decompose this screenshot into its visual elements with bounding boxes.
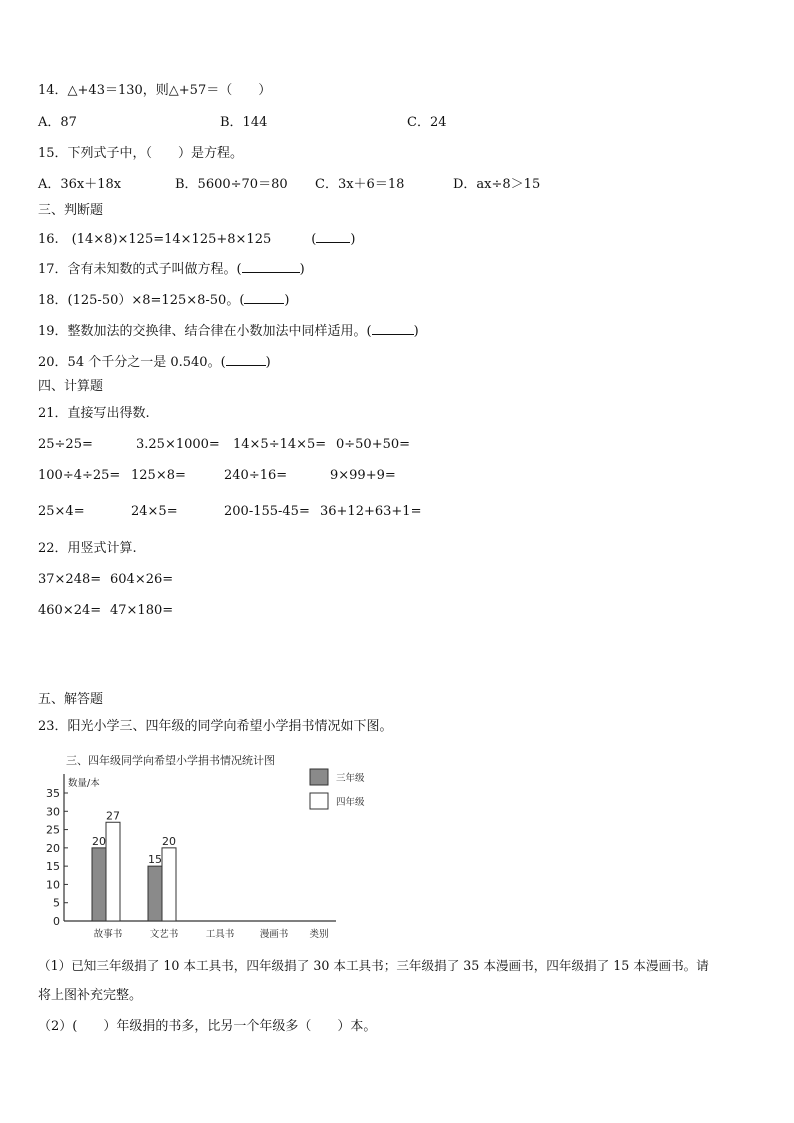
q21-item: 200-155-45= — [224, 504, 310, 519]
x-tick-label: 漫画书 — [259, 929, 289, 940]
y-tick-label: 15 — [46, 860, 60, 874]
q19-paren-right: ) — [413, 324, 419, 339]
y-tick-label: 20 — [46, 841, 60, 855]
y-tick-label: 5 — [53, 896, 60, 910]
bar-grade3 — [92, 848, 106, 921]
legend-swatch-grade3 — [310, 769, 328, 785]
q21-item: 25×4= — [38, 504, 85, 519]
x-tick-label: 文艺书 — [149, 929, 179, 940]
legend-swatch-grade4 — [310, 793, 328, 809]
q17-paren-right: ) — [299, 262, 305, 277]
y-tick-label: 35 — [46, 787, 60, 800]
q16-text: 16. (14×8)×125=14×125+8×125 — [38, 232, 272, 247]
q21-item: 25÷25= — [38, 437, 93, 452]
q22-stem: 22．用竖式计算. — [38, 541, 137, 556]
q18 — [38, 291, 289, 309]
section-5-heading: 五、解答题 — [38, 692, 104, 707]
q16-paren-left: ( — [311, 232, 317, 247]
q20-answer-blank[interactable] — [226, 353, 266, 366]
q15-option-a: A．36x＋18x — [38, 177, 122, 192]
legend-label: 四年级 — [336, 797, 365, 808]
q17-text: 17．含有未知数的式子叫做方程。( — [38, 262, 242, 277]
q16-answer-blank[interactable] — [316, 230, 350, 243]
q19-text: 19．整数加法的交换律、结合律在小数加法中同样适用。( — [38, 324, 372, 339]
q23-part1-line2: 将上图补充完整。 — [38, 988, 143, 1003]
q18-answer-blank[interactable] — [244, 291, 284, 304]
q20-paren-right: ) — [265, 355, 271, 370]
bar-value-label: 27 — [106, 809, 120, 823]
q21-item: 0÷50+50= — [336, 437, 411, 452]
q15-stem: 15．下列式子中，（ ）是方程。 — [38, 146, 244, 161]
q21-item: 36+12+63+1= — [320, 504, 422, 519]
q19-answer-blank[interactable] — [372, 322, 414, 335]
q23-stem: 23．阳光小学三、四年级的同学向希望小学捐书情况如下图。 — [38, 719, 393, 734]
q14-stem: 14．△+43＝130，则△+57＝（ ） — [38, 83, 272, 98]
bar-value-label: 20 — [92, 834, 106, 848]
q21-item: 9×99+9= — [330, 468, 396, 483]
y-axis-label: 数量/本 — [68, 778, 100, 789]
q21-item: 24×5= — [131, 504, 178, 519]
x-tick-label: 工具书 — [205, 929, 235, 940]
q15-option-d: D．ax÷8＞15 — [453, 177, 541, 192]
q17-answer-blank[interactable] — [242, 260, 300, 273]
q23-part2: （2）( ）年级捐的书多，比另一个年级多（ ）本。 — [38, 1019, 377, 1034]
q16 — [38, 230, 355, 248]
q20 — [38, 353, 271, 371]
legend-label: 三年级 — [336, 773, 365, 784]
q21-item: 14×5÷14×5= — [233, 437, 327, 452]
chart-title: 三、四年级同学向希望小学捐书情况统计图 — [66, 754, 275, 767]
y-tick-label: 10 — [46, 878, 60, 892]
y-tick-label: 25 — [46, 823, 60, 837]
q22-item: 604×26= — [110, 572, 174, 587]
bar-grade4 — [106, 822, 120, 921]
bar-grade4 — [162, 848, 176, 921]
q22-item: 47×180= — [110, 603, 174, 618]
y-tick-label: 30 — [46, 805, 60, 819]
book-donation-bar-chart — [36, 746, 386, 942]
x-tick-label: 故事书 — [93, 929, 123, 940]
q18-text: 18．(125-50）×8=125×8-50。( — [38, 293, 245, 308]
q21-item: 125×8= — [131, 468, 186, 483]
bar-grade3 — [148, 866, 162, 921]
q15-option-b: B．5600÷70＝80 — [175, 177, 288, 192]
q15-option-c: C．3x＋6＝18 — [315, 177, 405, 192]
section-3-heading: 三、判断题 — [38, 203, 104, 218]
q22-item: 37×248= — [38, 572, 102, 587]
q22-item: 460×24= — [38, 603, 102, 618]
q21-item: 240÷16= — [224, 468, 288, 483]
q21-stem: 21．直接写出得数. — [38, 406, 150, 421]
q23-part1-line1: （1）已知三年级捐了 10 本工具书，四年级捐了 30 本工具书；三年级捐了 35 本漫画书，四年级捐了 15 本漫画书。请 — [38, 958, 709, 973]
q19 — [38, 322, 419, 340]
q16-paren-right: ) — [350, 232, 356, 247]
q21-item: 100÷4÷25= — [38, 468, 121, 483]
bar-value-label: 20 — [162, 834, 176, 848]
q18-paren-right: ) — [284, 293, 290, 308]
q14-option-b: B．144 — [220, 115, 268, 130]
x-axis-label: 类别 — [309, 929, 329, 940]
y-tick-label: 0 — [53, 915, 60, 928]
q17 — [38, 260, 305, 278]
bar-value-label: 15 — [148, 853, 162, 867]
q21-item: 3.25×1000= — [136, 437, 220, 452]
q20-text: 20．54 个千分之一是 0.540。( — [38, 355, 226, 370]
q14-option-a: A．87 — [38, 115, 77, 130]
q14-option-c: C．24 — [407, 115, 447, 130]
section-4-heading: 四、计算题 — [38, 379, 104, 394]
